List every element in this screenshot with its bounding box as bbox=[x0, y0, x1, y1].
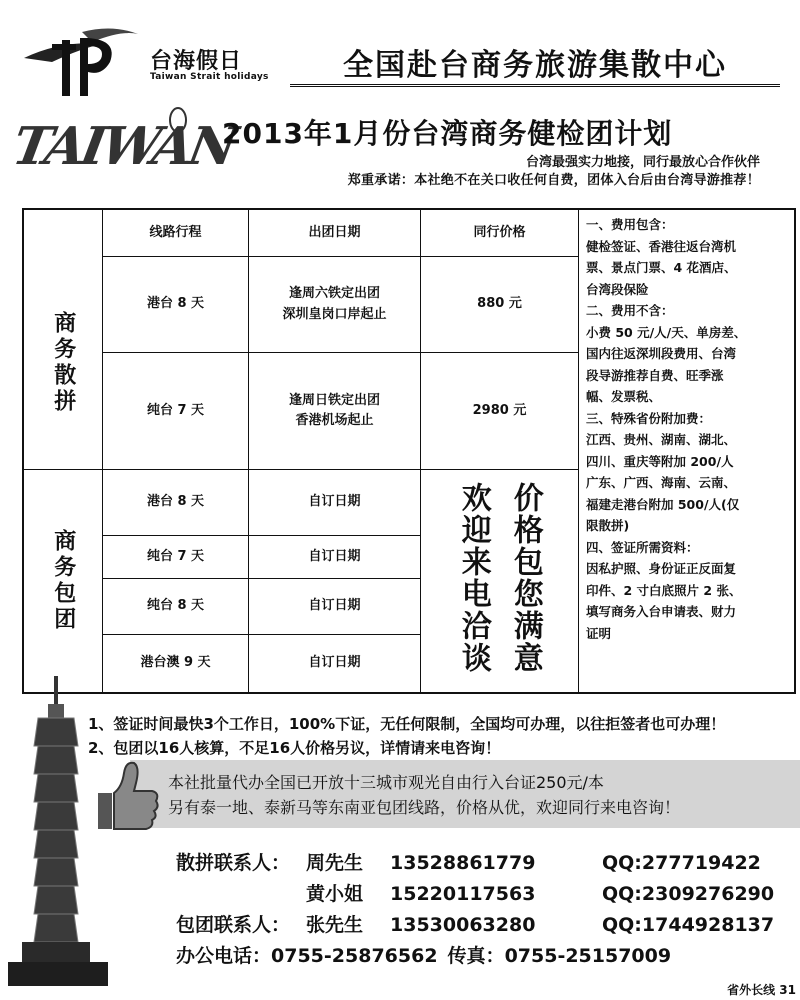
office-phone: 0755-25876562 bbox=[271, 945, 438, 967]
fee-line: 四川、重庆等附加 200/人 bbox=[586, 453, 734, 469]
contact-name: 黄小姐 bbox=[306, 883, 364, 905]
tour-plan-table bbox=[22, 208, 796, 694]
promo-price-text: 价格包您满意 bbox=[507, 482, 543, 674]
contact-row bbox=[176, 879, 774, 910]
sanpin-row-2-route: 纯台 7 天 bbox=[146, 402, 205, 418]
fee-line: 国内往返深圳段费用、台湾 bbox=[586, 346, 737, 361]
baotuan-row-4-date: 自订日期 bbox=[308, 655, 361, 671]
office-contact-row bbox=[176, 941, 774, 972]
sanpin-row-1-price: 880 元 bbox=[477, 296, 522, 312]
fee-line: 段导游推荐自费、旺季涨 bbox=[586, 367, 724, 383]
promise-text: 郑重承诺：本社绝不在关口收任何自费，团体入台后由台湾导游推荐！ bbox=[347, 173, 760, 188]
baotuan-row-2-date: 自订日期 bbox=[308, 548, 361, 564]
sanpin-row-1-date: 逢周六铁定出团 深圳皇岗口岸起止 bbox=[282, 286, 387, 322]
section-sanpin-label: 商务散拼 bbox=[50, 310, 76, 415]
contact-row bbox=[176, 848, 774, 879]
banner-text bbox=[168, 770, 680, 820]
fee-line: 台湾段保险 bbox=[586, 281, 649, 297]
center-title: 全国赴台商务旅游集散中心 bbox=[343, 48, 727, 83]
promo-welcome-text: 欢迎来电洽谈 bbox=[455, 482, 491, 674]
contact-phone: 13530063280 bbox=[390, 914, 536, 936]
contact-qq: QQ:277719422 bbox=[602, 852, 761, 874]
header-price: 同行价格 bbox=[473, 224, 526, 240]
slogan: 台湾最强实力地接，同行最放心合作伙伴 bbox=[525, 155, 760, 170]
header-date: 出团日期 bbox=[308, 224, 361, 240]
banner-line-2: 另有泰一地、泰新马等东南亚包团线路，价格从优，欢迎同行来电咨询！ bbox=[168, 798, 681, 817]
sanpin-row-2-date: 逢周日铁定出团 香港机场起止 bbox=[288, 392, 380, 428]
fee-line: 二、费用不含： bbox=[586, 303, 674, 318]
note-line-1: 1、签证时间最快3个工作日，100%下证，无任何限制，全国均可办理，以往拒签者也可办理！ bbox=[88, 715, 726, 733]
office-phone-label: 办公电话： bbox=[176, 945, 272, 967]
fee-line: 小费 50 元/人/天、单房差、 bbox=[586, 324, 747, 340]
fee-line: 一、费用包含： bbox=[586, 217, 674, 232]
contact-name: 张先生 bbox=[306, 914, 364, 936]
fee-line: 健检签证、香港往返台湾机 bbox=[586, 238, 737, 254]
fax-label: 传真： bbox=[447, 945, 505, 967]
page-footer: 省外长线 31 bbox=[727, 983, 796, 997]
fee-details-panel bbox=[586, 214, 791, 644]
brand-name-en: Taiwan Strait holidays bbox=[150, 72, 269, 82]
fee-line: 证明 bbox=[586, 625, 612, 641]
contact-phone: 15220117563 bbox=[390, 883, 536, 905]
baotuan-row-2-route: 纯台 7 天 bbox=[146, 548, 205, 564]
fee-line: 票、景点门票、4 花酒店、 bbox=[586, 260, 737, 275]
fee-line: 广东、广西、海南、云南、 bbox=[586, 475, 737, 490]
contact-row bbox=[176, 910, 774, 941]
contact-qq: QQ:1744928137 bbox=[602, 914, 775, 936]
fee-line: 四、签证所需资料： bbox=[586, 539, 699, 555]
taiwan-logo-text: TAIWAN bbox=[8, 116, 239, 177]
contact-name: 周先生 bbox=[306, 852, 364, 874]
baotuan-row-3-route: 纯台 8 天 bbox=[146, 598, 205, 614]
header-route: 线路行程 bbox=[149, 224, 202, 240]
contact-phone: 13528861779 bbox=[390, 852, 536, 874]
brand-name-cn: 台海假日 bbox=[150, 49, 243, 74]
notes bbox=[88, 712, 725, 760]
taiwan-calligraphy-logo bbox=[8, 98, 239, 178]
sanpin-row-2-price: 2980 元 bbox=[472, 402, 527, 418]
baotuan-row-4-route: 港台澳 9 天 bbox=[140, 655, 211, 671]
contacts bbox=[176, 848, 774, 972]
fee-line: 因私护照、身份证正反面复 bbox=[586, 561, 737, 576]
baotuan-contact-label: 包团联系人： bbox=[176, 914, 291, 936]
sanpin-row-1-route: 港台 8 天 bbox=[146, 296, 205, 312]
baotuan-row-1-route: 港台 8 天 bbox=[146, 494, 205, 510]
section-baotuan-label: 商务包团 bbox=[50, 529, 76, 633]
fax-number: 0755-25157009 bbox=[504, 945, 672, 967]
fee-line: 填写商务入台申请表、财力 bbox=[586, 604, 737, 619]
fee-line: 福建走港台附加 500/人(仅 bbox=[586, 496, 740, 512]
plan-title: 2013年1月份台湾商务健检团计划 bbox=[222, 117, 673, 150]
fee-line: 江西、贵州、湖南、湖北、 bbox=[586, 432, 737, 447]
sanpin-contact-label: 散拼联系人： bbox=[176, 852, 291, 874]
contact-qq: QQ:2309276290 bbox=[602, 883, 775, 905]
banner-line-1: 本社批量代办全国已开放十三城市观光自由行入台证250元/本 bbox=[168, 773, 604, 792]
thumbs-up-icon bbox=[88, 757, 160, 835]
taiwan-strait-holidays-logo bbox=[22, 18, 142, 98]
baotuan-row-3-date: 自订日期 bbox=[308, 598, 361, 614]
fee-line: 限散拼) bbox=[586, 518, 630, 533]
note-line-2: 2、包团以16人核算，不足16人价格另议，详情请来电咨询！ bbox=[88, 739, 501, 757]
fee-line: 印件、2 寸白底照片 2 张、 bbox=[586, 582, 742, 598]
fee-line: 三、特殊省份附加费： bbox=[586, 410, 712, 426]
fee-line: 幅、发票税、 bbox=[586, 389, 662, 404]
title-underline bbox=[290, 84, 780, 87]
baotuan-row-1-date: 自订日期 bbox=[308, 494, 361, 510]
